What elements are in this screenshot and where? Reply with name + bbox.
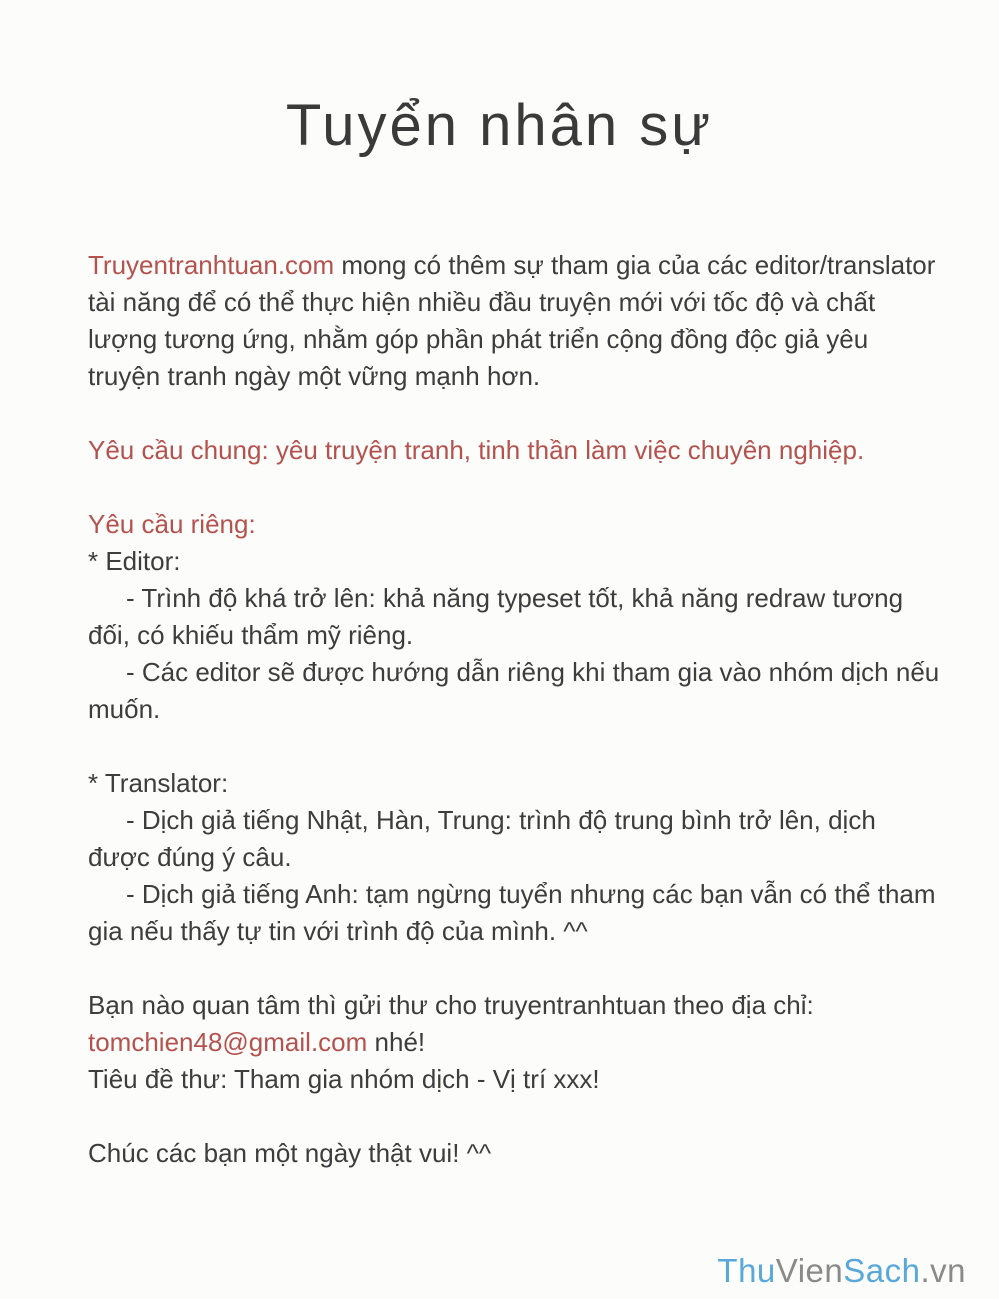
contact-intro-line: Bạn nào quan tâm thì gửi thư cho truyentranhtuan theo địa chỉ: <box>88 990 814 1020</box>
contact-block <box>88 987 941 1098</box>
site-link[interactable]: Truyentranhtuan.com <box>88 250 335 280</box>
contact-email-suffix: nhé! <box>367 1027 426 1057</box>
logo-segment-thu: Thu <box>717 1252 776 1289</box>
editor-requirement-item: - Trình độ khá trở lên: khả năng typeset tốt, khả năng redraw tương đối, có khiếu thẩm mỹ riêng. <box>88 583 904 650</box>
logo-segment-vn: .vn <box>920 1252 966 1289</box>
contact-subject-line: Tiêu đề thư: Tham gia nhóm dịch - Vị trí xxx! <box>88 1064 600 1094</box>
document-body <box>88 247 941 1172</box>
intro-text: mong có thêm sự tham gia của các editor/translator tài năng để có thể thực hiện nhiều đầu truyện mới với tốc độ và chất lượng tương ứng, nhằm góp phần phát triển cộng đồng độc giả yêu truyện tranh ngày một vững mạnh hơn. <box>88 250 936 391</box>
editor-requirement-item: - Các editor sẽ được hướng dẫn riêng khi tham gia vào nhóm dịch nếu muốn. <box>88 657 940 724</box>
contact-email-link[interactable]: tomchien48@gmail.com <box>88 1027 368 1057</box>
translator-requirement-item: - Dịch giả tiếng Nhật, Hàn, Trung: trình độ trung bình trở lên, dịch được đúng ý câu. <box>88 805 876 872</box>
intro-paragraph <box>88 247 941 395</box>
logo-segment-vien: Vien <box>775 1252 844 1289</box>
thuviensach-logo[interactable] <box>717 1252 966 1290</box>
translator-section-heading: * Translator: <box>88 768 229 798</box>
page-title: Tuyển nhân sự <box>285 93 714 158</box>
editor-section-heading: * Editor: <box>88 546 181 576</box>
specific-requirement-heading: Yêu cầu riêng: <box>88 509 256 539</box>
closing-line: Chúc các bạn một ngày thật vui! ^^ <box>88 1138 492 1168</box>
general-requirement-line: Yêu cầu chung: yêu truyện tranh, tinh thần làm việc chuyên nghiệp. <box>88 435 865 465</box>
logo-segment-sach: Sach <box>843 1252 921 1289</box>
translator-requirement-item: - Dịch giả tiếng Anh: tạm ngừng tuyển nhưng các bạn vẫn có thể tham gia nếu thấy tự tin với trình độ của mình. ^^ <box>88 879 936 946</box>
